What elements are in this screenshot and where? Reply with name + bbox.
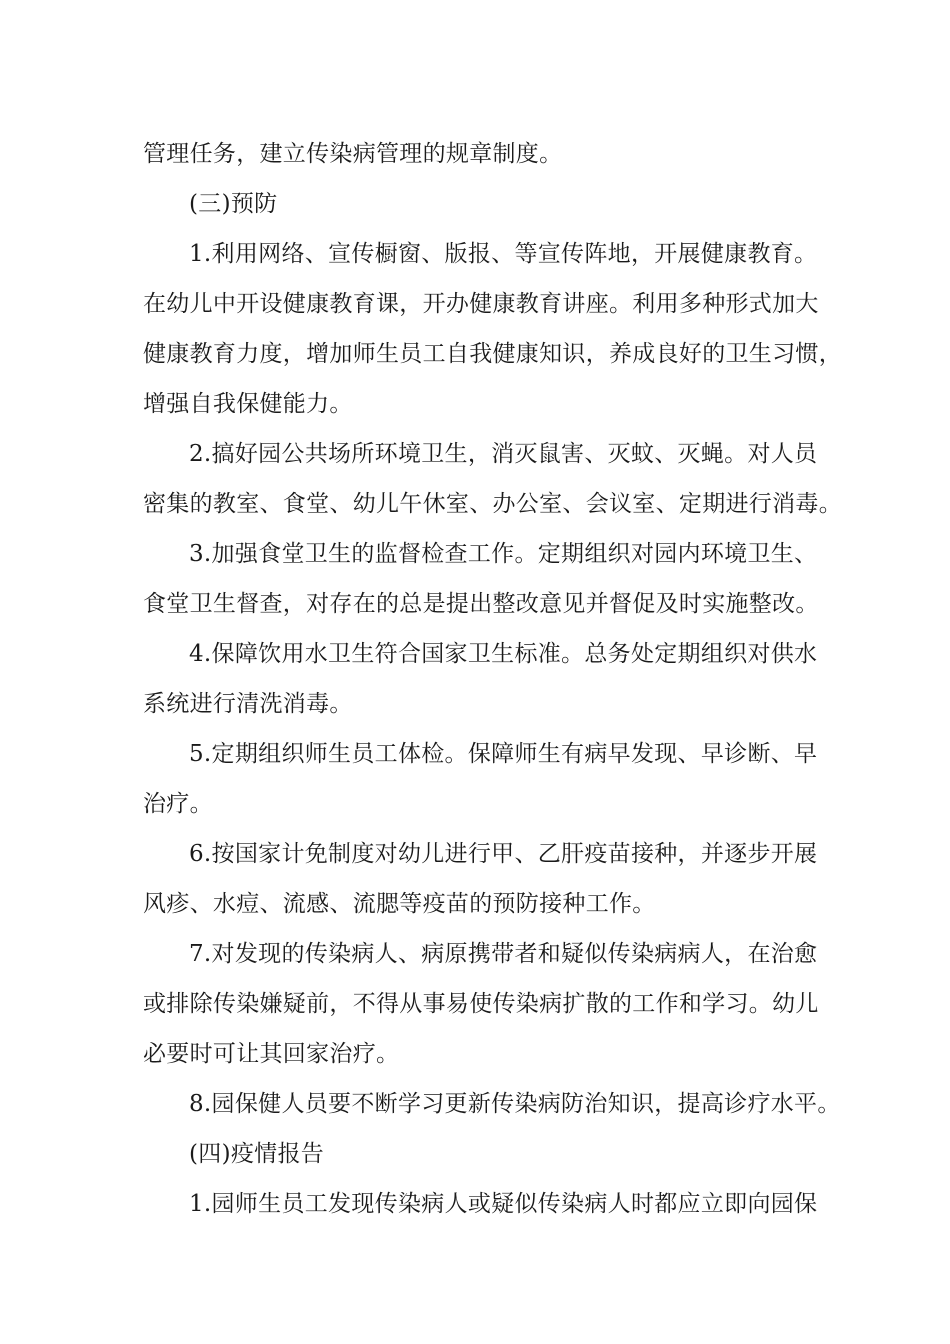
text-line: 在幼儿中开设健康教育课，开办健康教育讲座。利用多种形式加大 xyxy=(143,291,819,317)
document-body xyxy=(143,129,842,1229)
text-line: 密集的教室、食堂、幼儿午休室、办公室、会议室、定期进行消毒。 xyxy=(143,491,842,517)
text-line: 或排除传染嫌疑前，不得从事易使传染病扩散的工作和学习。幼儿 xyxy=(143,991,819,1017)
text-line: 风疹、水痘、流感、流腮等疫苗的预防接种工作。 xyxy=(143,891,656,917)
text-line: (四)疫情报告 xyxy=(189,1141,325,1167)
text-line: 1.园师生员工发现传染病人或疑似传染病人时都应立即向园保 xyxy=(189,1191,818,1217)
text-line: 7.对发现的传染病人、病原携带者和疑似传染病病人，在治愈 xyxy=(189,941,818,967)
text-line: 5.定期组织师生员工体检。保障师生有病早发现、早诊断、早 xyxy=(189,741,818,767)
text-line: 8.园保健人员要不断学习更新传染病防治知识，提高诊疗水平。 xyxy=(189,1091,841,1117)
text-line: 4.保障饮用水卫生符合国家卫生标准。总务处定期组织对供水 xyxy=(189,641,818,667)
text-line: 3.加强食堂卫生的监督检查工作。定期组织对园内环境卫生、 xyxy=(189,541,818,567)
text-line: (三)预防 xyxy=(189,191,278,217)
text-line: 必要时可让其回家治疗。 xyxy=(143,1041,400,1067)
text-line: 6.按国家计免制度对幼儿进行甲、乙肝疫苗接种，并逐步开展 xyxy=(189,841,818,867)
text-line: 食堂卫生督查，对存在的总是提出整改意见并督促及时实施整改。 xyxy=(143,591,819,617)
text-line: 增强自我保健能力。 xyxy=(143,391,353,417)
text-line: 健康教育力度，增加师生员工自我健康知识，养成良好的卫生习惯， xyxy=(143,341,842,367)
text-line: 2.搞好园公共场所环境卫生，消灭鼠害、灭蚊、灭蝇。对人员 xyxy=(189,441,818,467)
text-line: 治疗。 xyxy=(143,791,213,817)
text-line: 系统进行清洗消毒。 xyxy=(143,691,353,717)
text-line: 1.利用网络、宣传橱窗、版报、等宣传阵地，开展健康教育。 xyxy=(189,241,818,267)
text-line: 管理任务，建立传染病管理的规章制度。 xyxy=(143,141,563,167)
